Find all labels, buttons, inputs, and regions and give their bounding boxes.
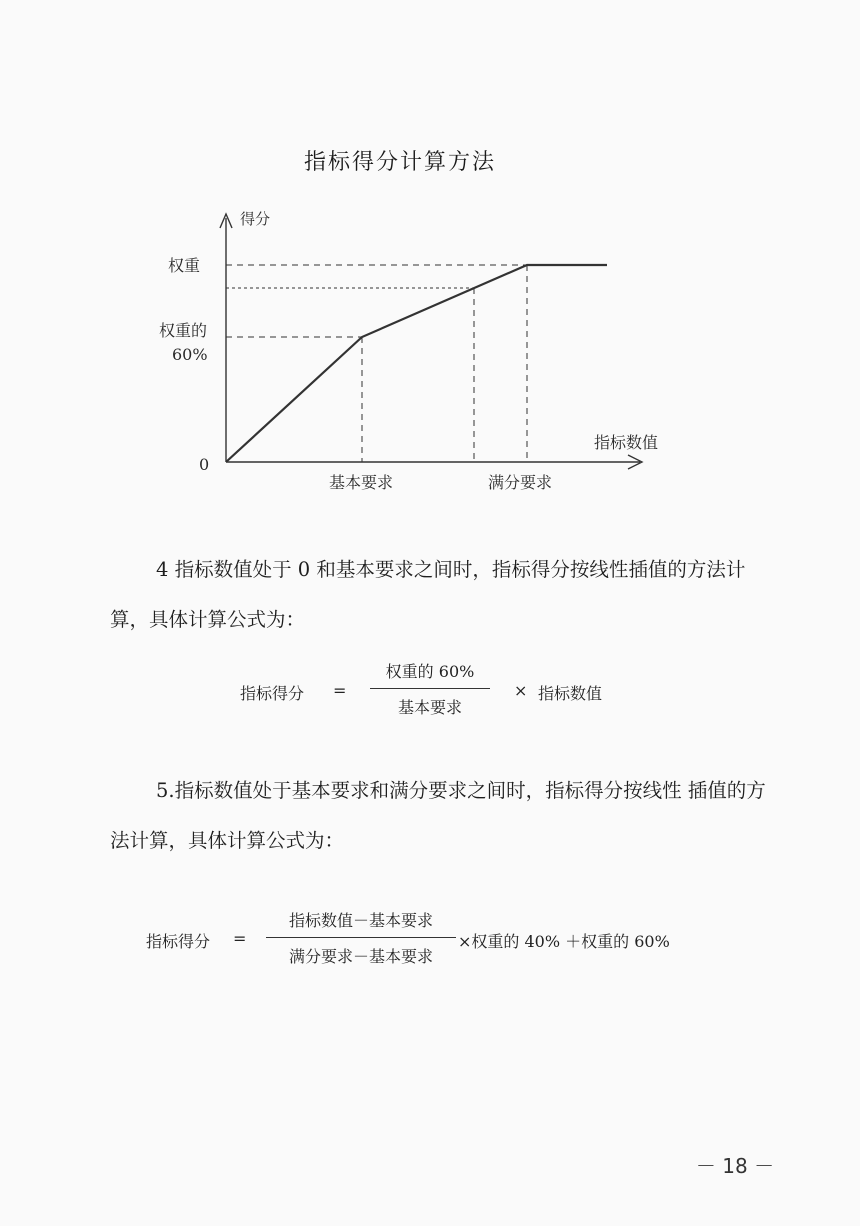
guide-lines: [226, 265, 527, 462]
formula-1-equals: =: [333, 681, 347, 700]
page-title: 指标得分计算方法: [303, 150, 496, 175]
score-diagram: [0, 0, 860, 520]
formula-1-times: ×: [514, 681, 528, 700]
paragraph-5: [110, 766, 772, 866]
y-axis-label: 得分: [240, 210, 271, 228]
formula-2-fraction: [266, 908, 456, 967]
origin-label: 0: [199, 455, 210, 474]
page-number: － 18 －: [695, 1154, 775, 1178]
formula-2-equals: =: [233, 929, 247, 948]
y-label-weight: 权重: [168, 256, 201, 275]
paragraph-4-text: 4 指标数值处于 0 和基本要求之间时，指标得分按线性插值的方法计算，具体计算公式为：: [110, 558, 746, 631]
x-label-full: 满分要求: [488, 473, 553, 492]
y-label-weight60-line2: 60%: [172, 345, 208, 364]
formula-2-tail: ×权重的 40% ＋权重的 60%: [458, 932, 670, 951]
formula-2-numerator: 指标数值－基本要求: [288, 911, 433, 930]
formula-1-numerator: 权重的 60%: [385, 662, 475, 681]
formula-1-lhs: 指标得分: [240, 684, 305, 703]
formula-2-lhs: 指标得分: [146, 932, 211, 951]
formula-1-factor: 指标数值: [538, 684, 603, 703]
score-curve: [226, 265, 607, 462]
x-label-basic: 基本要求: [329, 473, 394, 492]
x-axis-label: 指标数值: [594, 433, 659, 452]
paragraph-4: [110, 545, 772, 645]
formula-1-fraction: [370, 659, 490, 718]
formula-1-denominator: 基本要求: [397, 698, 462, 717]
formula-2-denominator: 满分要求－基本要求: [288, 947, 433, 966]
axes: [220, 214, 642, 469]
paragraph-5-text: 5.指标数值处于基本要求和满分要求之间时，指标得分按线性 插值的方法计算，具体计算公式为：: [110, 779, 766, 852]
y-label-weight60-line1: 权重的: [159, 321, 208, 340]
